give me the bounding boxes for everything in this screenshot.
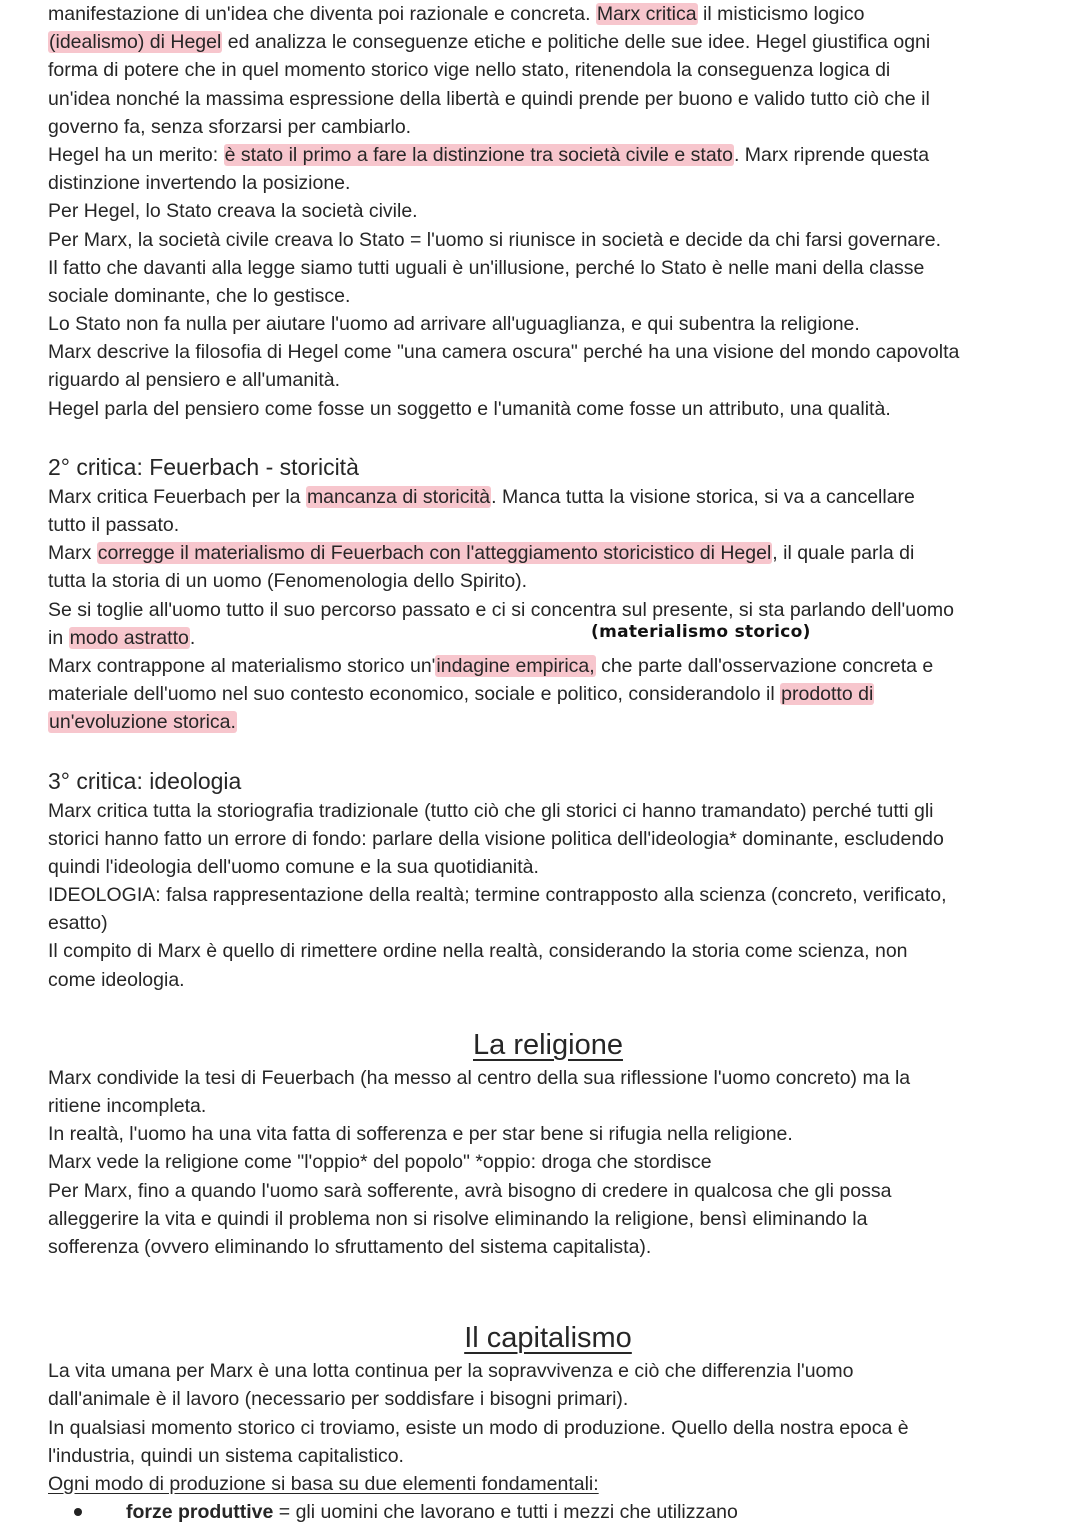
text-line: l'industria, quindi un sistema capitalistico. xyxy=(48,1444,404,1467)
bullet-item xyxy=(48,1498,1048,1526)
highlight: corregge il materialismo di Feuerbach con l'atteggiamento storicistico di Hegel xyxy=(97,542,772,565)
section-religione xyxy=(48,1026,1048,1261)
text-line: Se si toglie all'uomo tutto il suo percorso passato e ci si concentra sul presente, si sta parlando dell'uomo xyxy=(48,598,955,621)
section-critica-2 xyxy=(48,451,1048,737)
highlight: modo astratto xyxy=(69,626,189,649)
text-line: storici hanno fatto un errore di fondo: parlare della visione politica dell'ideologia* dominante, escludendo xyxy=(48,827,944,850)
text-line: Lo Stato non fa nulla per aiutare l'uomo ad arrivare all'uguaglianza, e qui subentra la religione. xyxy=(48,313,860,336)
text-line: come ideologia. xyxy=(48,968,185,991)
text-line: forma di potere che in quel momento storico vige nello stato, ritenendola la conseguenza logica di xyxy=(48,59,891,82)
spacer xyxy=(48,994,1048,1026)
text-line-underlined: Ogni modo di produzione si basa su due elementi fondamentali: xyxy=(48,1472,599,1495)
spacer xyxy=(48,737,1048,765)
text-line xyxy=(48,483,1048,511)
section-title-capitalismo: Il capitalismo xyxy=(464,1322,632,1355)
text-line: sociale dominante, che lo gestisce. xyxy=(48,284,351,307)
text-span: che parte dall'osservazione concreta e xyxy=(595,654,934,677)
text-line: Marx vede la religione come "l'oppio* del popolo" *oppio: droga che stordisce xyxy=(48,1151,712,1174)
text-line xyxy=(48,652,1048,680)
text-line: quindi l'ideologia dell'uomo comune e la sua quotidianità. xyxy=(48,855,539,878)
highlight: mancanza di storicità xyxy=(306,485,491,508)
text-line xyxy=(48,539,1048,567)
text-line: Hegel parla del pensiero come fosse un soggetto e l'umanità come fosse un attributo, una qualità. xyxy=(48,397,891,420)
text-line: sofferenza (ovvero eliminando lo sfruttamento del sistema capitalista). xyxy=(48,1235,652,1258)
text-line: tutto il passato. xyxy=(48,514,180,536)
text-line xyxy=(48,141,1048,169)
text-line xyxy=(48,0,1048,28)
text-line: Marx condivide la tesi di Feuerbach (ha messo al centro della sua riflessione l'uomo concreto) ma la xyxy=(48,1066,911,1089)
highlight: è stato il primo a fare la distinzione tra società civile e stato xyxy=(224,143,733,166)
document-content xyxy=(48,0,1048,1526)
text-line: riguardo al pensiero e all'umanità. xyxy=(48,369,341,392)
text-line: Marx descrive la filosofia di Hegel come "una camera oscura" perché ha una visione del mondo capovolta xyxy=(48,341,960,364)
text-line: ritiene incompleta. xyxy=(48,1095,207,1117)
text-line: Per Marx, la società civile creava lo Stato = l'uomo si riunisce in società e decide da chi farsi governare. xyxy=(48,228,942,251)
text-line xyxy=(48,621,1048,652)
text-line: IDEOLOGIA: falsa rappresentazione della realtà; termine contrapposto alla scienza (concreto, verificato, xyxy=(48,884,947,907)
section-title-religione: La religione xyxy=(473,1028,623,1061)
text-span: il misticismo logico xyxy=(697,3,865,25)
text-span: . Marx riprende questa xyxy=(733,143,930,166)
highlight: indagine empirica, xyxy=(436,654,595,677)
text-span: , il quale parla di xyxy=(772,542,915,565)
text-span: Marx xyxy=(48,542,97,565)
spacer xyxy=(48,1261,1048,1319)
text-line: In qualsiasi momento storico ci troviamo, esiste un modo di produzione. Quello della nostra epoca è xyxy=(48,1416,909,1439)
text-line: governo fa, senza sforzarsi per cambiarlo. xyxy=(48,115,412,138)
text-span: manifestazione di un'idea che diventa poi razionale e concreta. xyxy=(48,3,596,25)
text-line: alleggerire la vita e quindi il problema non si risolve eliminando la religione, bensì eliminando la xyxy=(48,1207,868,1230)
text-line: distinzione invertendo la posizione. xyxy=(48,172,351,195)
spacer xyxy=(48,423,1048,451)
text-line xyxy=(48,28,1048,56)
text-line: dall'animale è il lavoro (necessario per soddisfare i bisogni primari). xyxy=(48,1388,629,1411)
subheading-critica-2: 2° critica: Feuerbach - storicità xyxy=(48,453,359,480)
bullet-term: forze produttive xyxy=(126,1501,274,1524)
text-line: un'idea nonché la massima espressione della libertà e quindi prende per buono e valido tutto ciò che il xyxy=(48,87,930,110)
bullet-icon xyxy=(74,1508,82,1516)
subheading-critica-3: 3° critica: ideologia xyxy=(48,767,242,794)
text-line xyxy=(48,680,1048,708)
text-span: Marx contrappone al materialismo storico un' xyxy=(48,654,436,677)
text-span: . Manca tutta la visione storica, si va a cancellare xyxy=(491,485,915,508)
highlight: un'evoluzione storica. xyxy=(49,711,236,734)
highlight: (idealismo) di Hegel xyxy=(49,31,222,54)
text-line: esatto) xyxy=(48,912,108,935)
handwritten-note: (materialismo storico) xyxy=(591,621,811,642)
text-line: Il compito di Marx è quello di rimettere ordine nella realtà, considerando la storia come scienza, non xyxy=(48,940,908,963)
text-line: tutta la storia di un uomo (Fenomenologia dello Spirito). xyxy=(48,570,528,593)
text-span: . xyxy=(189,626,196,649)
text-span: Marx critica Feuerbach per la xyxy=(48,485,306,508)
highlight: prodotto di xyxy=(781,683,874,706)
text-line: Il fatto che davanti alla legge siamo tutti uguali è un'illusione, perché lo Stato è nelle mani della classe xyxy=(48,256,925,279)
text-line: In realtà, l'uomo ha una vita fatta di sofferenza e per star bene si rifugia nella religione. xyxy=(48,1123,793,1146)
highlight: Marx critica xyxy=(596,3,697,25)
section-hegel xyxy=(48,0,1048,423)
text-line: La vita umana per Marx è una lotta continua per la sopravvivenza e ciò che differenzia l'uomo xyxy=(48,1360,854,1383)
text-line: Per Marx, fino a quando l'uomo sarà sofferente, avrà bisogno di credere in qualcosa che gli possa xyxy=(48,1179,892,1202)
section-critica-3 xyxy=(48,765,1048,994)
text-span: ed analizza le conseguenze etiche e politiche delle sue idee. Hegel giustifica ogni xyxy=(222,31,931,54)
text-line xyxy=(48,708,1048,736)
bullet-text: = gli uomini che lavorano e tutti i mezzi che utilizzano xyxy=(273,1501,738,1524)
text-line: Per Hegel, lo Stato creava la società civile. xyxy=(48,200,418,223)
section-capitalismo xyxy=(48,1319,1048,1526)
text-line: Marx critica tutta la storiografia tradizionale (tutto ciò che gli storici ci hanno tramandato) perché tutti gli xyxy=(48,799,934,822)
text-span: Hegel ha un merito: xyxy=(48,143,224,166)
text-span: in xyxy=(48,626,69,649)
text-span: materiale dell'uomo nel suo contesto economico, sociale e politico, considerandolo il xyxy=(48,683,781,706)
